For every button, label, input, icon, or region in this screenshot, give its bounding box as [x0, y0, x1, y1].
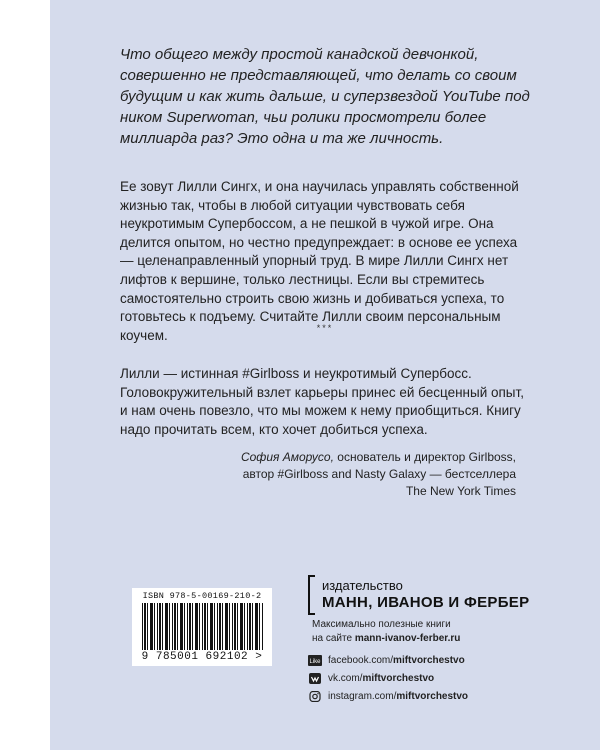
- section-separator: ***: [316, 323, 334, 333]
- back-cover: [50, 0, 600, 750]
- publisher-bracket-logo: [308, 575, 315, 615]
- barcode-digits: 9 785001 692102 >: [141, 651, 263, 663]
- publisher-name: МАНН, ИВАНОВ И ФЕРБЕР: [322, 594, 530, 611]
- facebook-like-icon: [308, 655, 322, 666]
- social-vk[interactable]: vk.com/ miftvorchestvo: [308, 673, 434, 684]
- description-paragraph: Ее зовут Лилли Сингх, и она научилась управлять собственной жизнью так, чтобы в любой ситуации чувствовать себя неукротимым Супербоссом, а не пешкой в чужой игре. Она делится опытом, но честно предупреждает: в основе ее успеха — целенаправленный упорный труд. В мире Лилли Сингх нет лифтов к вершине, только лестницы. Если вы стремитесь самостоятельно строить свою жизнь и добиваться успеха, то готовьтесь к подъему. Считайте Лилли своим персональным коучем.: [120, 179, 519, 343]
- endorser-credit-source: The New York Times: [405, 484, 516, 498]
- isbn-barcode: [132, 588, 272, 666]
- barcode-bars: [142, 603, 264, 650]
- endorser-role: основатель и директор Girlboss,: [333, 450, 516, 464]
- endorser-name: София Аморусо,: [240, 450, 334, 464]
- isbn-text: ISBN 978-5-00169-210-2: [142, 591, 262, 601]
- social-facebook[interactable]: Like facebook.com/ miftvorchestvo: [309, 655, 465, 666]
- endorsement-attribution: [186, 449, 516, 500]
- endorsement-quote: Лилли — истинная #Girlboss и неукротимый Супербосс. Головокружительный взлет карьеры принес ей бесценный опыт, и нам очень повезло, что мы можем к нему приобщиться. Книгу надо прочитать всем, кто хочет добиться успеха.: [120, 366, 524, 437]
- social-instagram[interactable]: instagram.com/ miftvorchestvo: [308, 691, 468, 702]
- vk-icon: [308, 673, 322, 684]
- endorser-credit: автор #Girlboss and Nasty Galaxy — бестселлера: [242, 467, 516, 481]
- instagram-icon: [308, 691, 322, 702]
- publisher-label: издательство: [322, 578, 403, 593]
- svg-text:Like: Like: [309, 659, 321, 665]
- publisher-tagline: Максимально полезные книги на сайте mann-ivanov-ferber.ru: [312, 619, 461, 644]
- publisher-site-link[interactable]: mann-ivanov-ferber.ru: [354, 633, 461, 644]
- blurb-text: Что общего между простой канадской девчонкой, совершенно не представляющей, что делать со своим будущим и как жить дальше, и суперзвездой YouTube под ником Superwoman, чьи ролики просмотрели более миллиарда раз? Это одна и та же личность.: [120, 46, 530, 147]
